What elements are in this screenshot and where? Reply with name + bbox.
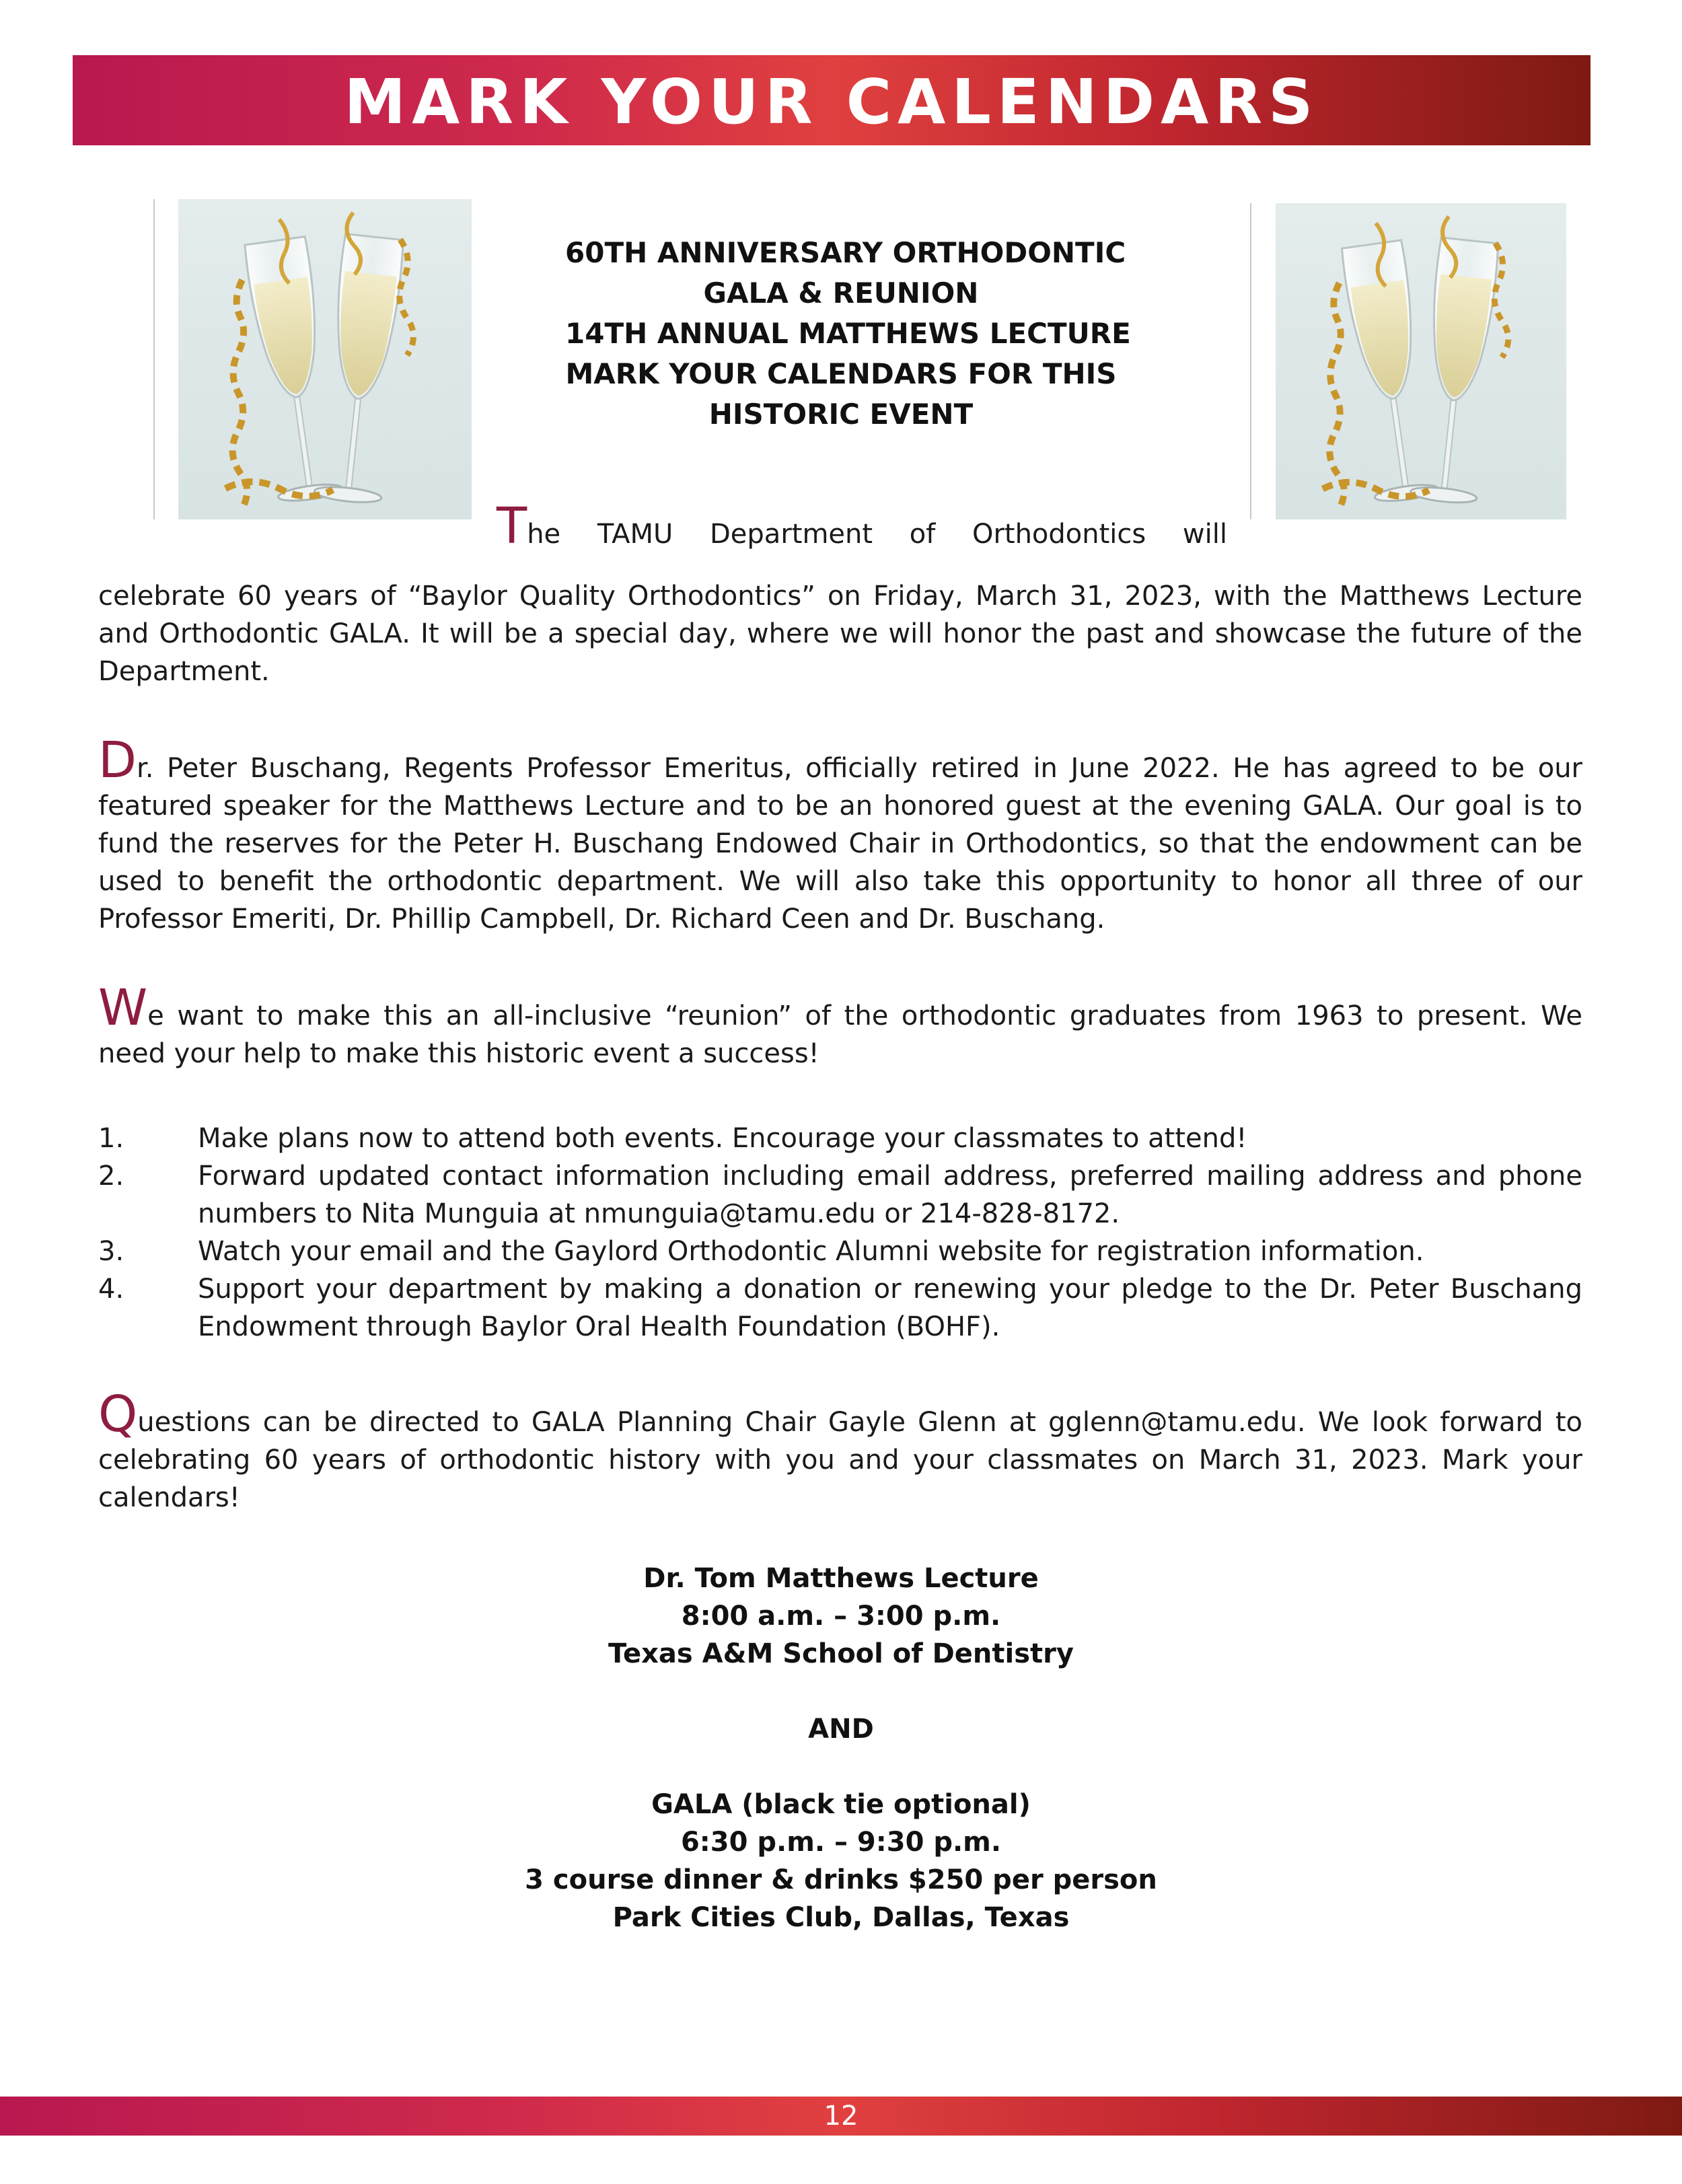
spacer [404,1673,1278,1710]
divider-left [153,199,155,519]
drop-cap: T [497,497,527,555]
champagne-photo-left [178,199,472,519]
lecture-time: 8:00 a.m. – 3:00 p.m. [681,1601,1001,1632]
word: TAMU [597,519,673,550]
champagne-glasses-icon [178,199,472,519]
word: Orthodontics [972,519,1146,550]
list-number: 2. [98,1161,124,1192]
action-list [98,1120,1582,1346]
paragraph-3 [98,979,1582,1072]
list-item [98,1120,1582,1157]
list-number: 4. [98,1274,124,1305]
paragraph-2-text: r. Peter Buschang, Regents Professor Emeritus, officially retired in June 2022. He has agreed to be our featured speaker for the Matthews Lecture and to be an honored guest at the evening GALA. Our goal is to fund the reserves for the Peter H. Buschang Endowed Chair in Orthodontics, so that the endowment can be used to benefit the orthodontic department. We will also take this opportunity to honor all three of our Professor Emeriti, Dr. Phillip Campbell, Dr. Richard Ceen and Dr. Buschang. [98,753,1582,935]
paragraph-3-text: e want to make this an all-inclusive “reunion” of the orthodontic graduates from 1963 to present. We need your help to make this historic event a success! [98,1000,1582,1069]
header-banner [73,55,1590,145]
drop-cap: W [98,979,148,1037]
drop-cap: D [98,731,137,789]
champagne-glasses-icon [1276,203,1566,519]
word: of [909,519,936,550]
champagne-photo-right [1276,203,1566,519]
paragraph-4-text: uestions can be directed to GALA Planning Chair Gayle Glenn at gglenn@tamu.edu. We look forward to celebrating 60 years of orthodontic history with you and your classmates on March 31, 2023. Mark your calendars! [98,1407,1582,1513]
list-item [98,1157,1582,1233]
heading-line: HISTORIC EVENT [708,398,974,431]
drop-cap: Q [98,1385,138,1443]
paragraph-4 [98,1385,1582,1517]
list-text: Support your department by making a donation or renewing your pledge to the Dr. Peter Buschang Endowment through Baylor Oral Health Foundation (BOHF). [198,1274,1582,1342]
gala-title: GALA (black tie optional) [651,1789,1031,1820]
paragraph-1-body: celebrate 60 years of “Baylor Quality Orthodontics” on Friday, March 31, 2023, with the Matthews Lecture and Orthodontic GALA. It will be a special day, where we will honor the past and showcase the future of the Department. [98,581,1582,687]
banner-title: MARK YOUR CALENDARS [344,66,1319,138]
paragraph-1-lead [497,497,561,555]
heading-line: MARK YOUR CALENDARS FOR THIS [565,357,1117,390]
lecture-location: Texas A&M School of Dentistry [608,1638,1074,1669]
list-text: Forward updated contact information including email address, preferred mailing address and phone numbers to Nita Munguia at nmunguia@tamu.edu or 214-828-8172. [198,1161,1582,1229]
event-heading [565,233,1131,435]
heading-line: 14TH ANNUAL MATTHEWS LECTURE [565,317,1131,350]
paragraph-2 [98,731,1582,938]
divider-right [1250,203,1251,519]
event-details [404,1560,1278,1936]
list-text: Watch your email and the Gaylord Orthodontic Alumni website for registration information. [198,1236,1424,1267]
gala-time: 6:30 p.m. – 9:30 p.m. [680,1827,1002,1858]
page-number: 12 [824,2101,858,2132]
word: Department [710,519,873,550]
list-item [98,1270,1582,1346]
footer-bar [0,2097,1682,2136]
and-separator: AND [808,1714,874,1745]
word: will [1182,519,1227,550]
spacer [404,1748,1278,1786]
list-text: Make plans now to attend both events. Encourage your classmates to attend! [198,1123,1247,1154]
lecture-title: Dr. Tom Matthews Lecture [643,1563,1039,1594]
paragraph-1-first-line [497,497,1227,555]
list-number: 3. [98,1236,124,1267]
gala-location: Park Cities Club, Dallas, Texas [612,1902,1070,1933]
list-item [98,1233,1582,1270]
list-number: 1. [98,1123,124,1154]
heading-line: GALA & REUNION [703,277,979,310]
gala-price: 3 course dinner & drinks $250 per person [525,1864,1157,1895]
word: he [527,519,561,550]
heading-line: 60TH ANNIVERSARY ORTHODONTIC [565,236,1126,269]
